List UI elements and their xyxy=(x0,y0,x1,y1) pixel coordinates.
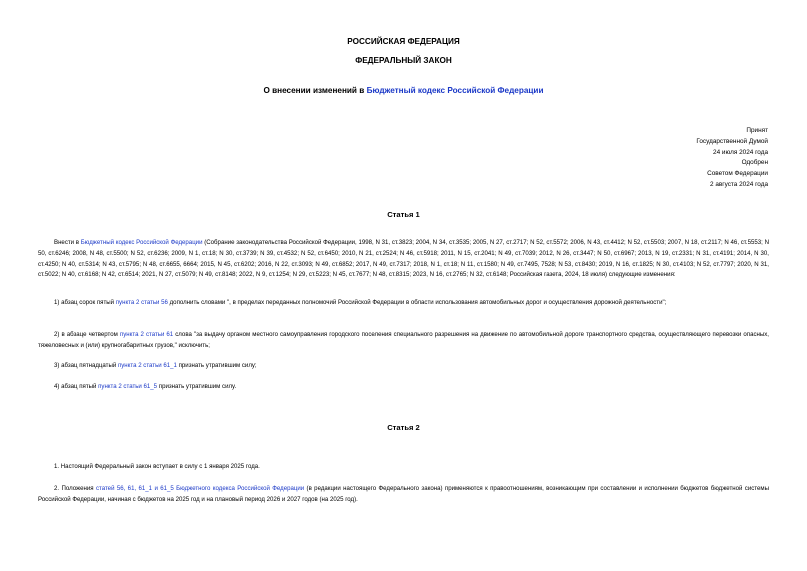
item-1-rest: дополнить словами ", в пределах переданных полномочий Российской Федерации в области использования автомобильных дорог и осуществления дорожной деятельности"; xyxy=(167,299,667,306)
item-2-prefix: 2) в абзаце четвертом xyxy=(54,331,120,338)
law-type-heading: ФЕДЕРАЛЬНЫЙ ЗАКОН xyxy=(355,56,452,65)
article-1-item-2 xyxy=(38,330,769,352)
acceptance-line: Принят xyxy=(746,127,768,134)
item-4-rest: признать утратившим силу. xyxy=(157,383,237,390)
paragraph-2-rest: (в редакции настоящего Федерального закона) применяются к правоотношениям, возникающим при составлении и исполнении бюджетов бюджетной системы Российской Федерации, начиная с бюджетов на 2025 год и на плановый период 2026 и 2027 годов (на 2025 год). xyxy=(38,485,769,503)
article-1-item-4 xyxy=(38,382,769,393)
acceptance-line: Государственной Думой xyxy=(696,137,768,145)
article-1-heading: Статья 1 xyxy=(387,210,420,219)
intro-prefix: Внести в xyxy=(54,239,81,246)
article-2-paragraph-2 xyxy=(38,484,769,506)
acceptance-line: Советом Федерации xyxy=(707,170,768,178)
budget-code-link[interactable]: Бюджетный кодекс Российской Федерации xyxy=(366,86,544,95)
intro-budget-code-link[interactable]: Бюджетный кодекс Российской Федерации xyxy=(80,239,203,246)
acceptance-line: 24 июля 2024 года xyxy=(713,148,768,156)
item-3-link[interactable]: пункта 2 статьи 61_1 xyxy=(117,362,177,369)
article-1-intro xyxy=(38,238,769,281)
article-1-item-1 xyxy=(38,298,769,309)
item-3-rest: признать утратившим силу; xyxy=(176,362,257,369)
article-1-item-3 xyxy=(38,361,769,372)
law-title xyxy=(0,86,807,95)
law-title-prefix: О внесении изменений в xyxy=(263,86,367,95)
acceptance-line: 2 августа 2024 года xyxy=(710,180,768,188)
intro-rest: (Собрание законодательства Российской Федерации, 1998, N 31, ст.3823; 2004, N 34, ст.3535; 2005, N 27, ст.2717; N 52, ст.5572; 2006, N 43, ст.4412; N 52, ст.5503; 2007, N 18, ст.2117; N 46, ст.5553; N 50, ст.6246; 2008, N 48, ст.5500; N 52, ст.6236; 2009, N 1, ст.18; N 30, ст.3739; N 39, ст.4532; N 52, ст.6450; 2010, N 21, ст.2524; N 46, ст.5918; 2011, N 15, ст.2041; N 49, ст.7039; 2012, N 26, ст.3447; N 50, ст.6967; 2013, N 19, ст.2331; N 31, ст.4191; 2014, N 30, ст.4250; N 40, ст.5314; N 43, ст.5795; N 48, ст.6655, 6664; 2015, N 45, ст.6202; 2016, N 22, ст.3093; N 49, ст.6852; 2017, N 49, ст.7317; 2018, N 1, ст.18; N 11, ст.1580; N 49, ст.7495, 7528; N 53, ст.8430; 2019, N 16, ст.1825; N 30, ст.4103; N 52, ст.7797; 2020, N 31, ст.5022; N 40, ст.6168; N 42, ст.6514; 2021, N 27, ст.5079; N 49, ст.8148; 2022, N 9, ст.1254; N 29, ст.5223; N 45, ст.7677; N 48, ст.8315; 2023, N 16, ст.2765; N 32, ст.6148; Российская газета, 2024, 18 июля) следующие изменения: xyxy=(38,239,769,279)
article-2-paragraph-1: 1. Настоящий Федеральный закон вступает в силу с 1 января 2025 года. xyxy=(54,463,260,470)
item-4-link[interactable]: пункта 2 статьи 61_5 xyxy=(98,383,158,390)
paragraph-2-prefix: 2. Положения xyxy=(54,485,96,492)
article-2-heading: Статья 2 xyxy=(387,423,420,432)
item-4-prefix: 4) абзац пятый xyxy=(54,383,99,390)
acceptance-block xyxy=(696,126,768,191)
item-2-link[interactable]: пункта 2 статьи 61 xyxy=(119,331,174,338)
item-3-prefix: 3) абзац пятнадцатый xyxy=(54,362,118,369)
country-heading: РОССИЙСКАЯ ФЕДЕРАЦИЯ xyxy=(347,37,460,46)
acceptance-line: Одобрен xyxy=(741,159,768,167)
item-2-rest: слова "за выдачу органом местного самоуправления городского поселения специального разрешения на движение по автомобильной дороге транспортного средства, осуществляющего перевозки опасных, тяжеловесных и (или) крупногабаритных грузов," исключить; xyxy=(38,331,770,349)
item-1-link[interactable]: пункта 2 статьи 56 xyxy=(115,299,168,306)
item-1-prefix: 1) абзац сорок пятый xyxy=(54,299,116,306)
articles-link[interactable]: статей 56, 61, 61_1 и 61_5 Бюджетного кодекса Российской Федерации xyxy=(95,485,305,492)
